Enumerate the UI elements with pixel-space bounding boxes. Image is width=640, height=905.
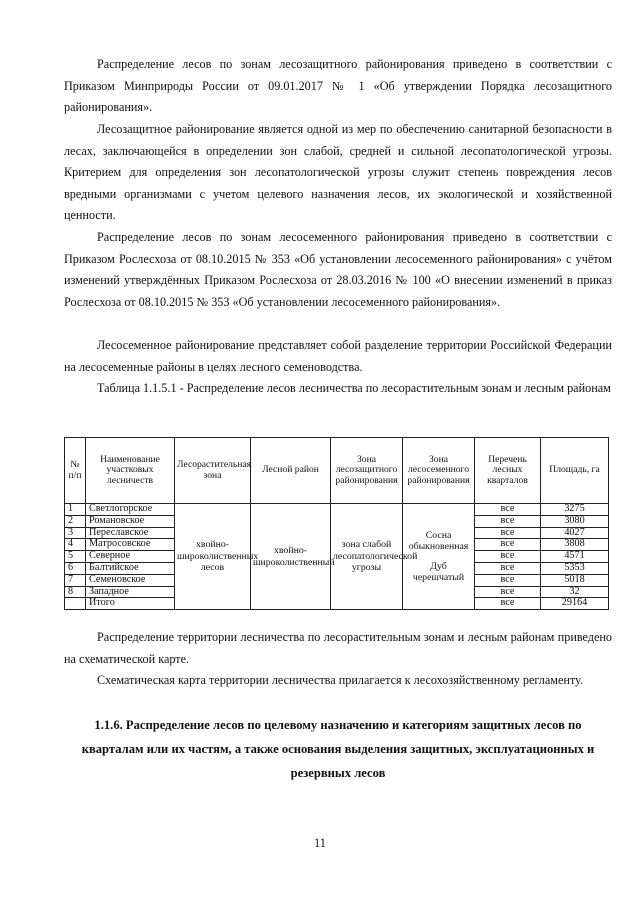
cell-name: Семеновское xyxy=(86,574,175,586)
cell-area: 5018 xyxy=(541,574,609,586)
cell-num: 4 xyxy=(65,539,86,551)
page-number: 11 xyxy=(314,836,326,850)
cell-quarters: все xyxy=(475,515,541,527)
cell-total-quarters: все xyxy=(475,598,541,610)
paragraph-protection-zoning-order: Распределение лесов по зонам лесозащитного районирования приведено в соответствии с Приказом Минприроды России от 09.01.2017 № 1 «Об утверждении Порядка лесозащитного районирования». xyxy=(64,57,612,115)
header-veg-zone: Лесорастительная зона xyxy=(175,438,251,504)
cell-num: 1 xyxy=(65,504,86,516)
cell-area: 4027 xyxy=(541,527,609,539)
cell-num: 8 xyxy=(65,586,86,598)
seed-zone-oak: Дуб черешчатый xyxy=(412,560,465,583)
section-heading: 1.1.6. Распределение лесов по целевому назначению и категориям защитных лесов по кварталам или их частям, а также основания выделения защитных, эксплуатационных и резервных лесов xyxy=(81,718,595,780)
paragraph-protection-zoning-description: Лесозащитное районирование является одной из мер по обеспечению санитарной безопасности в лесах, заключающейся в определении зон слабой, средней и сильной лесопатологической угрозы. Критерием для определения зон лесопатологической угрозы служит степень повреждения лесов вредными организмами с учетом целевого назначения лесов, их экологической и хозяйственной ценности. xyxy=(64,122,612,223)
cell-num: 6 xyxy=(65,562,86,574)
cell-quarters: все xyxy=(475,504,541,516)
header-seed-zone: Зона лесосеменного районирования xyxy=(403,438,475,504)
cell-name: Северное xyxy=(86,551,175,563)
header-protect-zone: Зона лесозащитного районирования xyxy=(331,438,403,504)
cell-quarters: все xyxy=(475,539,541,551)
cell-quarters: все xyxy=(475,586,541,598)
header-forest-region: Лесной район xyxy=(251,438,331,504)
table-header-row xyxy=(65,438,609,504)
table-caption: Таблица 1.1.5.1 - Распределение лесов лесничества по лесорастительным зонам и лесным районам xyxy=(97,381,611,395)
cell-num: 3 xyxy=(65,527,86,539)
paragraph-seed-zoning-description: Лесосеменное районирование представляет собой разделение территории Российской Федерации на лесосеменные районы в целях лесного семеноводства. xyxy=(64,338,612,374)
cell-veg-zone: хвойно-широколиственных лесов xyxy=(175,504,251,610)
cell-name: Матросовское xyxy=(86,539,175,551)
cell-area: 3080 xyxy=(541,515,609,527)
forest-zones-table xyxy=(64,437,609,610)
cell-name: Переславское xyxy=(86,527,175,539)
paragraph-map-attached: Схематическая карта территории лесничества прилагается к лесохозяйственному регламенту. xyxy=(97,673,584,687)
paragraph-map-reference: Распределение территории лесничества по лесорастительным зонам и лесным районам приведено на схематической карте. xyxy=(64,630,612,666)
seed-zone-pine: Сосна обыкновенная xyxy=(408,529,469,553)
cell-name: Балтийское xyxy=(86,562,175,574)
header-quarters: Перечень лесных кварталов xyxy=(475,438,541,504)
table-row xyxy=(65,504,609,516)
cell-area: 5353 xyxy=(541,562,609,574)
cell-num: 2 xyxy=(65,515,86,527)
cell-quarters: все xyxy=(475,527,541,539)
cell-quarters: все xyxy=(475,562,541,574)
cell-area: 3808 xyxy=(541,539,609,551)
cell-area: 4571 xyxy=(541,551,609,563)
cell-num: 7 xyxy=(65,574,86,586)
cell-quarters: все xyxy=(475,574,541,586)
cell-forest-region: хвойно-широколиственный xyxy=(251,504,331,610)
cell-quarters: все xyxy=(475,551,541,563)
cell-name: Западное xyxy=(86,586,175,598)
cell-area: 32 xyxy=(541,586,609,598)
header-num: № п/п xyxy=(65,438,86,504)
paragraph-seed-zoning-order: Распределение лесов по зонам лесосеменного районирования приведено в соответствии с Приказом Рослесхоза от 08.10.2015 № 353 «Об установлении лесосеменного районирования» с учётом изменений утверждённых Приказом Рослесхоза от 28.03.2016 № 100 «О внесении изменений в приказ Рослесхоза от 08.10.2015 № 353 «Об установлении лесосеменного районирования». xyxy=(64,230,612,309)
cell-total-name: Итого xyxy=(86,598,175,610)
header-area: Площадь, га xyxy=(541,438,609,504)
cell-total-area: 29164 xyxy=(541,598,609,610)
cell-num: 5 xyxy=(65,551,86,563)
cell-name: Романовское xyxy=(86,515,175,527)
header-name: Наименование участковых лесничеств xyxy=(86,438,175,504)
cell-protect-zone: зона слабой лесопатологической угрозы xyxy=(331,504,403,610)
cell-area: 3275 xyxy=(541,504,609,516)
cell-name: Светлогорское xyxy=(86,504,175,516)
